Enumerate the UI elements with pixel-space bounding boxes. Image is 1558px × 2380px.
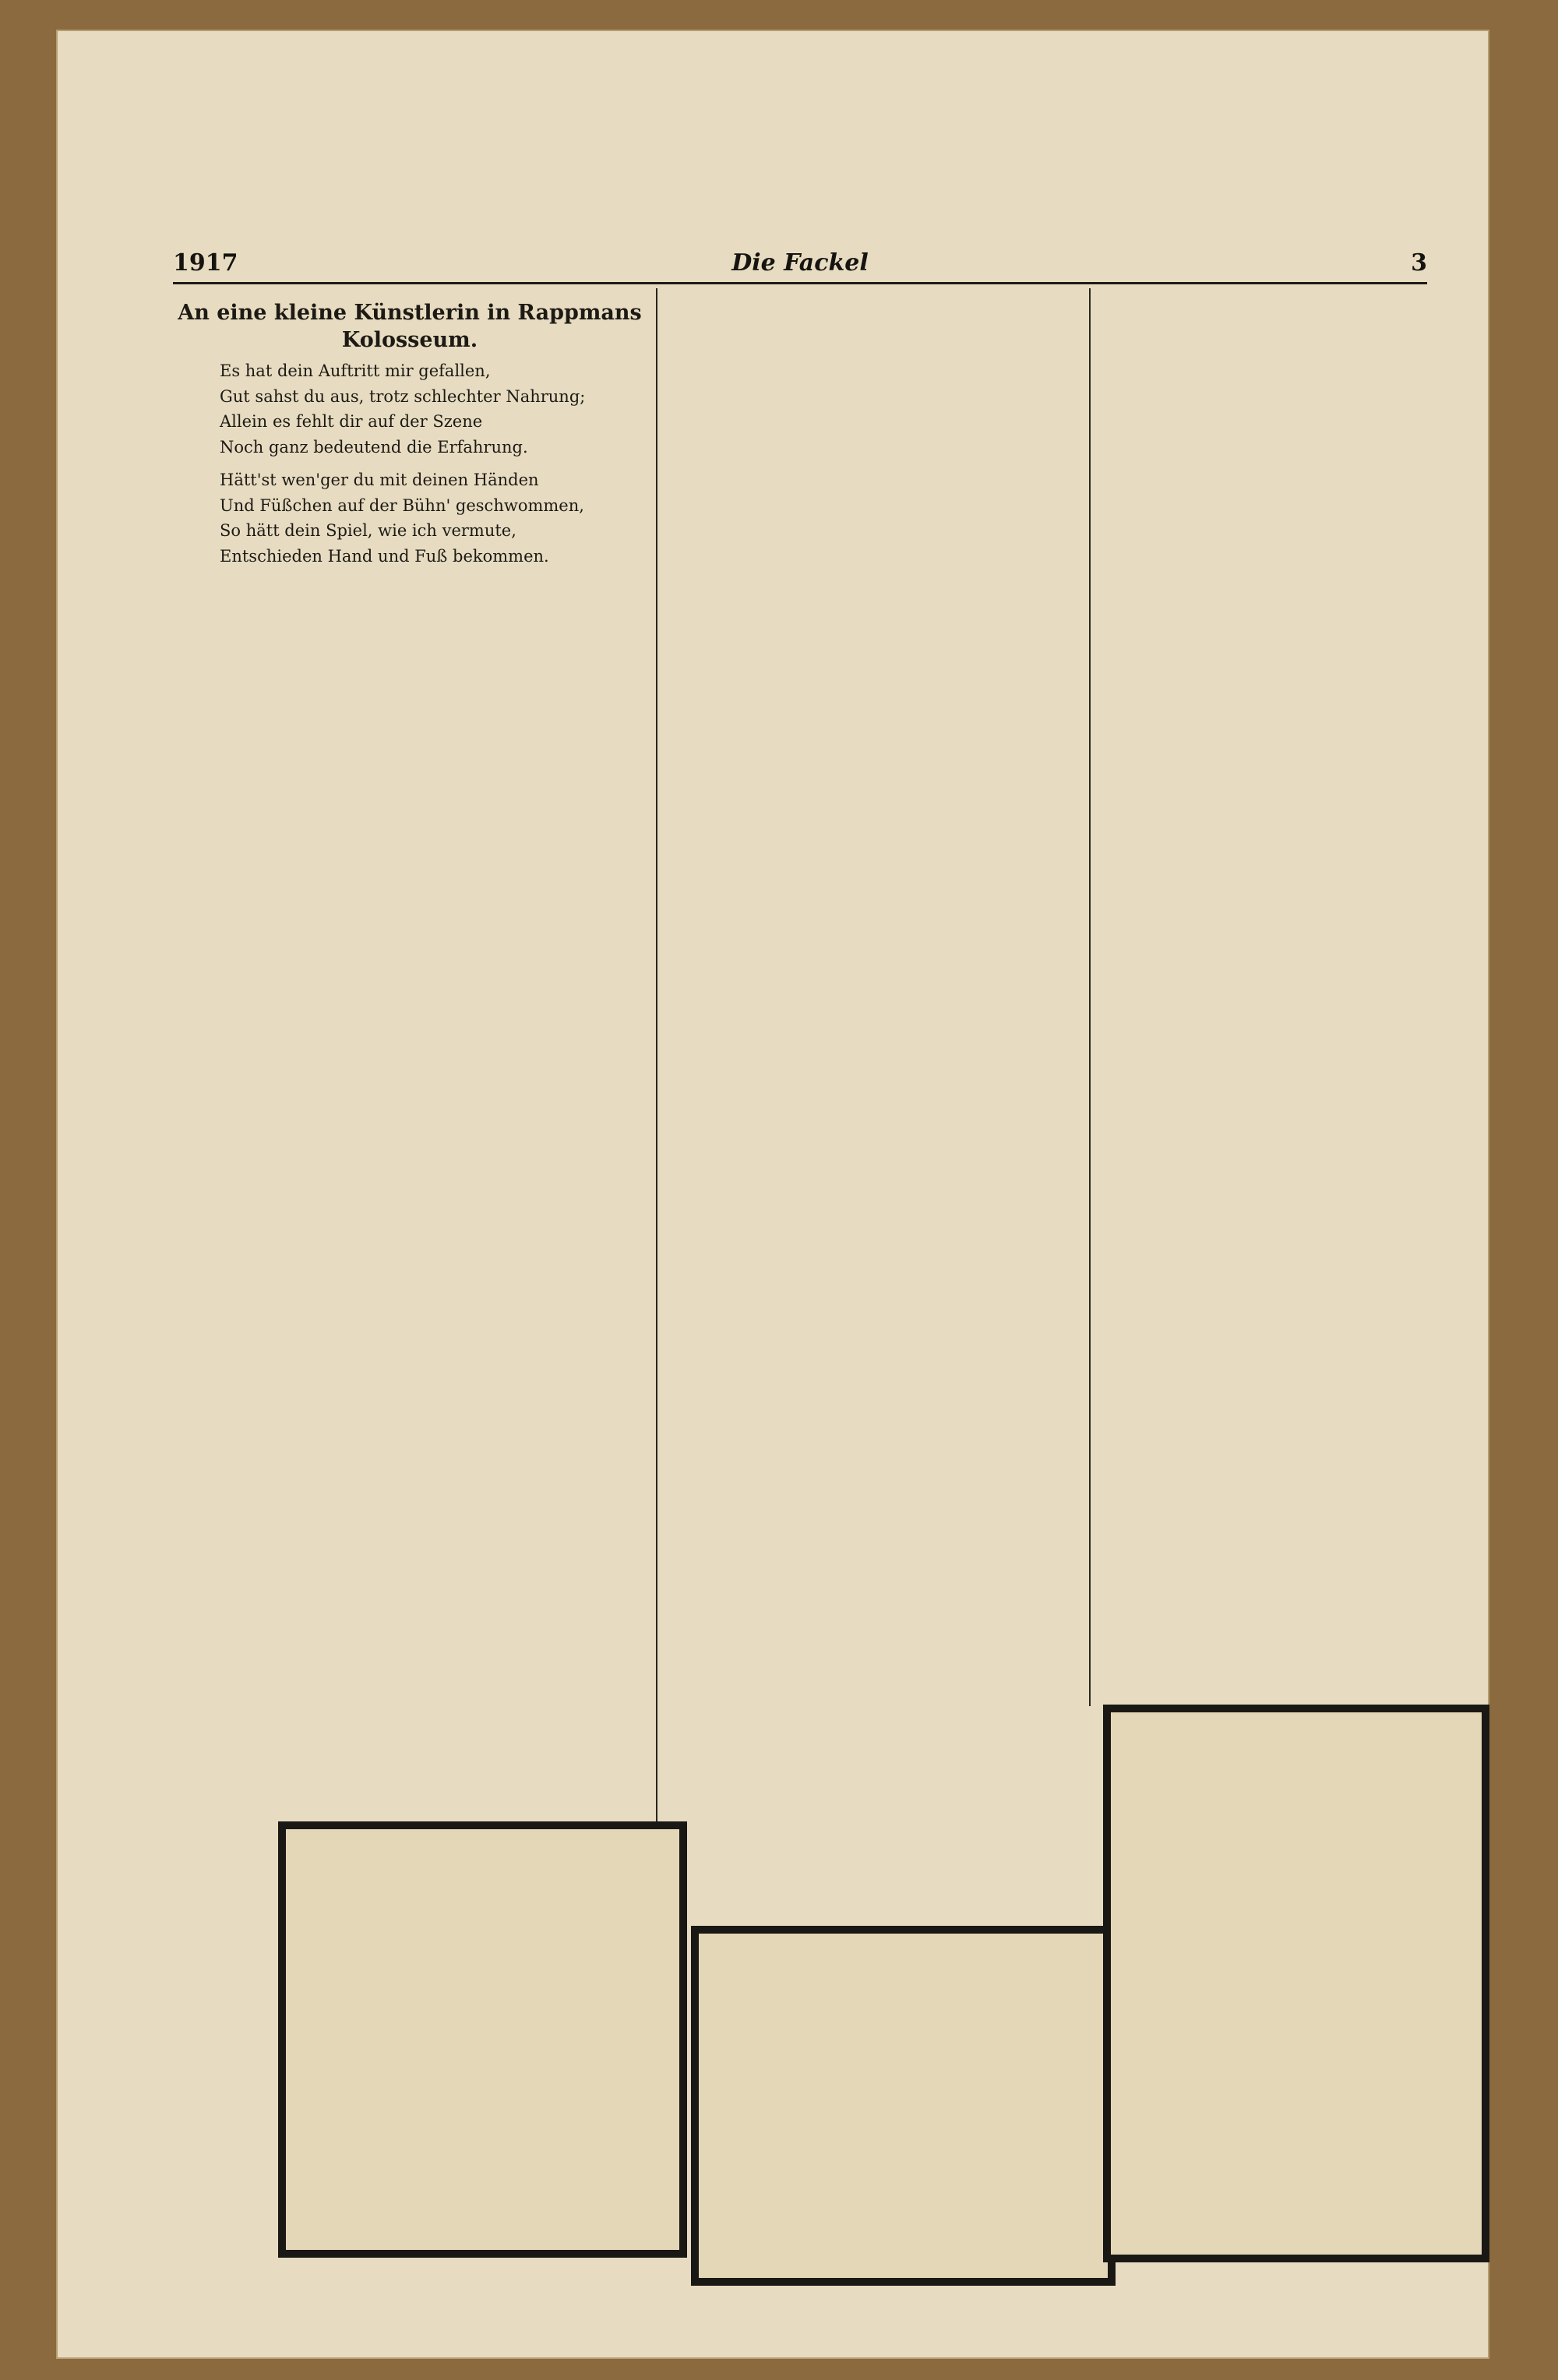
advertisement-ut-lichtspiele <box>1103 1705 1489 2262</box>
poem-verse: Hätt'st wen'ger du mit deinen Händen Und Füßchen auf der Bühn' geschwommen, So hätt dein Spiel, wie ich vermute, Entschieden Hand und Fuß bekommen. <box>220 471 584 566</box>
column-3 <box>1092 288 1489 1702</box>
newspaper-title: Die Fackel <box>731 249 869 277</box>
issue-year: 1917 <box>173 249 238 277</box>
column-2 <box>676 288 1086 1932</box>
advertisement-jansen <box>278 1821 687 2258</box>
newspaper-page <box>56 30 1489 2359</box>
column-1 <box>173 288 647 1768</box>
page-number: 3 <box>1411 249 1427 277</box>
masthead <box>173 249 1427 279</box>
poem-verse: Es hat dein Auftritt mir gefallen, Gut sahst du aus, trotz schlechter Nahrung; Allein es fehlt dir auf der Szene Noch ganz bedeutend die Erfahrung. <box>220 361 586 457</box>
advertisement-kohl <box>691 1926 1116 2286</box>
column-divider <box>1089 288 1091 1706</box>
masthead-rule <box>173 282 1427 284</box>
column-divider <box>656 288 657 1932</box>
article-title: An eine kleine Künstlerin in Rappmans Kolosseum. <box>178 301 642 353</box>
